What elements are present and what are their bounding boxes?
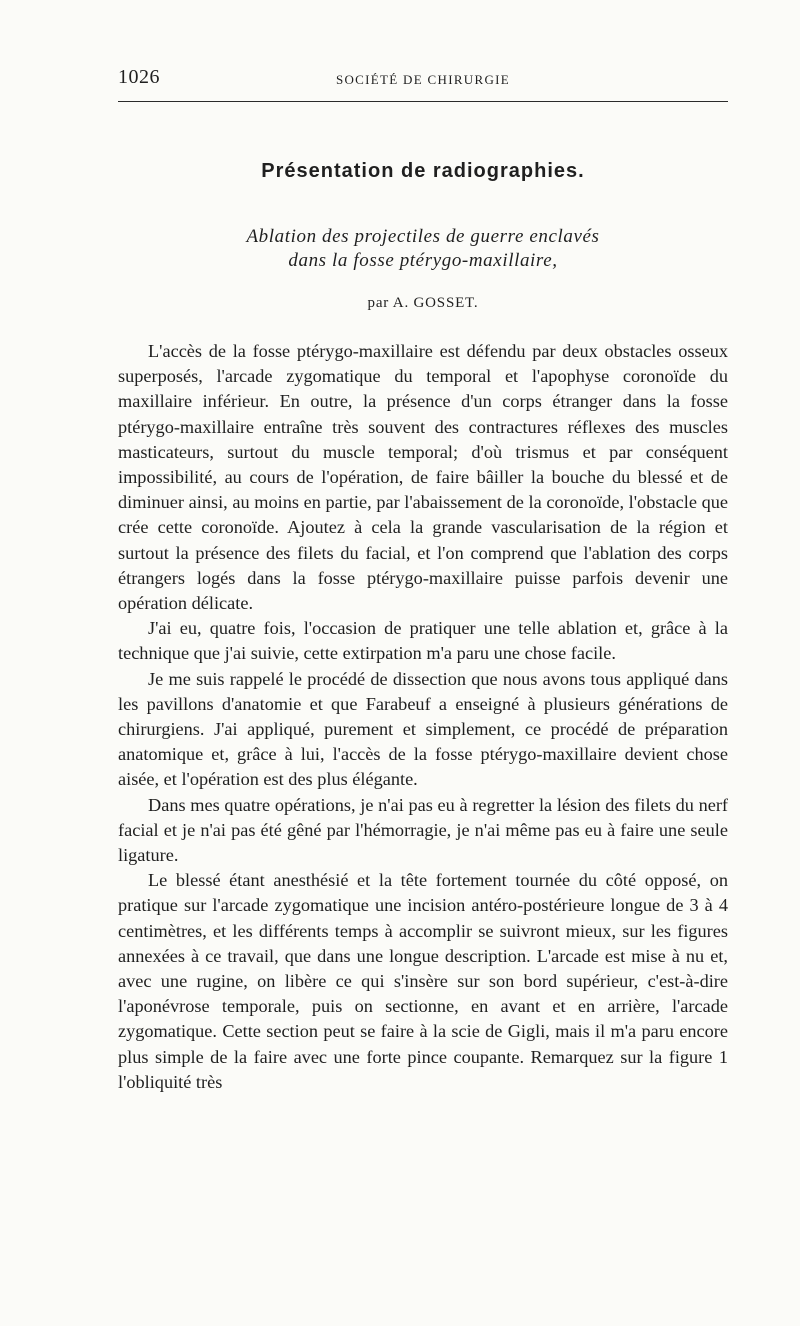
subtitle-line: dans la fosse ptérygo-maxillaire,: [288, 250, 558, 271]
paragraph: Le blessé étant anesthésié et la tête fortement tournée du côté opposé, on pratique sur l'arcade zygomatique une incision antéro-postérieure longue de 3 à 4 centimètres, et les différents temps à accomplir se suivront mieux, sur les figures annexées à ce travail, que dans une longue description. L'arcade est mise à nu et, avec une rugine, on libère ce qui s'insère sur son bord supérieur, c'est-à-dire l'aponévrose temporale, puis on sectionne, en avant et en arrière, l'arcade zygomatique. Cette section peut se faire à la scie de Gigli, mais il m'a paru encore plus simple de la faire avec une forte pince coupante. Remarquez sur la figure 1 l'obliquité très: [118, 870, 728, 1092]
page-header: [118, 64, 728, 96]
author-byline: par A. GOSSET.: [367, 295, 479, 311]
paragraph: Je me suis rappelé le procédé de dissection que nous avons tous appliqué dans les pavillons d'anatomie et que Farabeuf a enseigné à plusieurs générations de chirurgiens. J'ai appliqué, purement et simplement, ce procédé de préparation anatomique et, grâce à lui, l'accès de la fosse ptérygo-maxillaire devient chose aisée, et l'opération est des plus élégante.: [118, 668, 728, 790]
subtitle-line: Ablation des projectiles de guerre enclavés: [246, 226, 600, 247]
running-title: SOCIÉTÉ DE CHIRURGIE: [335, 72, 511, 87]
article-body: [118, 339, 728, 1095]
paragraph: J'ai eu, quatre fois, l'occasion de pratiquer une telle ablation et, grâce à la technique que j'ai suivie, cette extirpation m'a paru une chose facile.: [118, 618, 728, 664]
header-rule: [118, 101, 728, 102]
page-number: 1026: [118, 66, 160, 88]
article-title: Présentation de radiographies.: [261, 160, 585, 182]
paragraph: Dans mes quatre opérations, je n'ai pas eu à regretter la lésion des filets du nerf facial et je n'ai pas été gêné par l'hémorragie, je n'ai même pas eu à faire une seule ligature.: [118, 794, 728, 866]
article-subtitle: [118, 225, 728, 273]
paragraph: L'accès de la fosse ptérygo-maxillaire est défendu par deux obstacles osseux superposés, l'arcade zygomatique du temporal et l'apophyse coronoïde du maxillaire inférieur. En outre, la présence d'un corps étranger dans la fosse ptérygo-maxillaire entraîne très souvent des contractures réflexes des muscles masticateurs, surtout du muscle temporal; d'où trismus et par conséquent impossibilité, au cours de l'opération, de faire bâiller la bouche du blessé et de diminuer ainsi, au moins en partie, par l'abaissement de la coronoïde, l'obstacle que crée cette coronoïde. Ajoutez à cela la grande vascularisation de la région et surtout la présence des filets du facial, et l'on comprend que l'ablation des corps étrangers logés dans la fosse ptérygo-maxillaire puisse parfois devenir une opération délicate.: [118, 341, 728, 614]
